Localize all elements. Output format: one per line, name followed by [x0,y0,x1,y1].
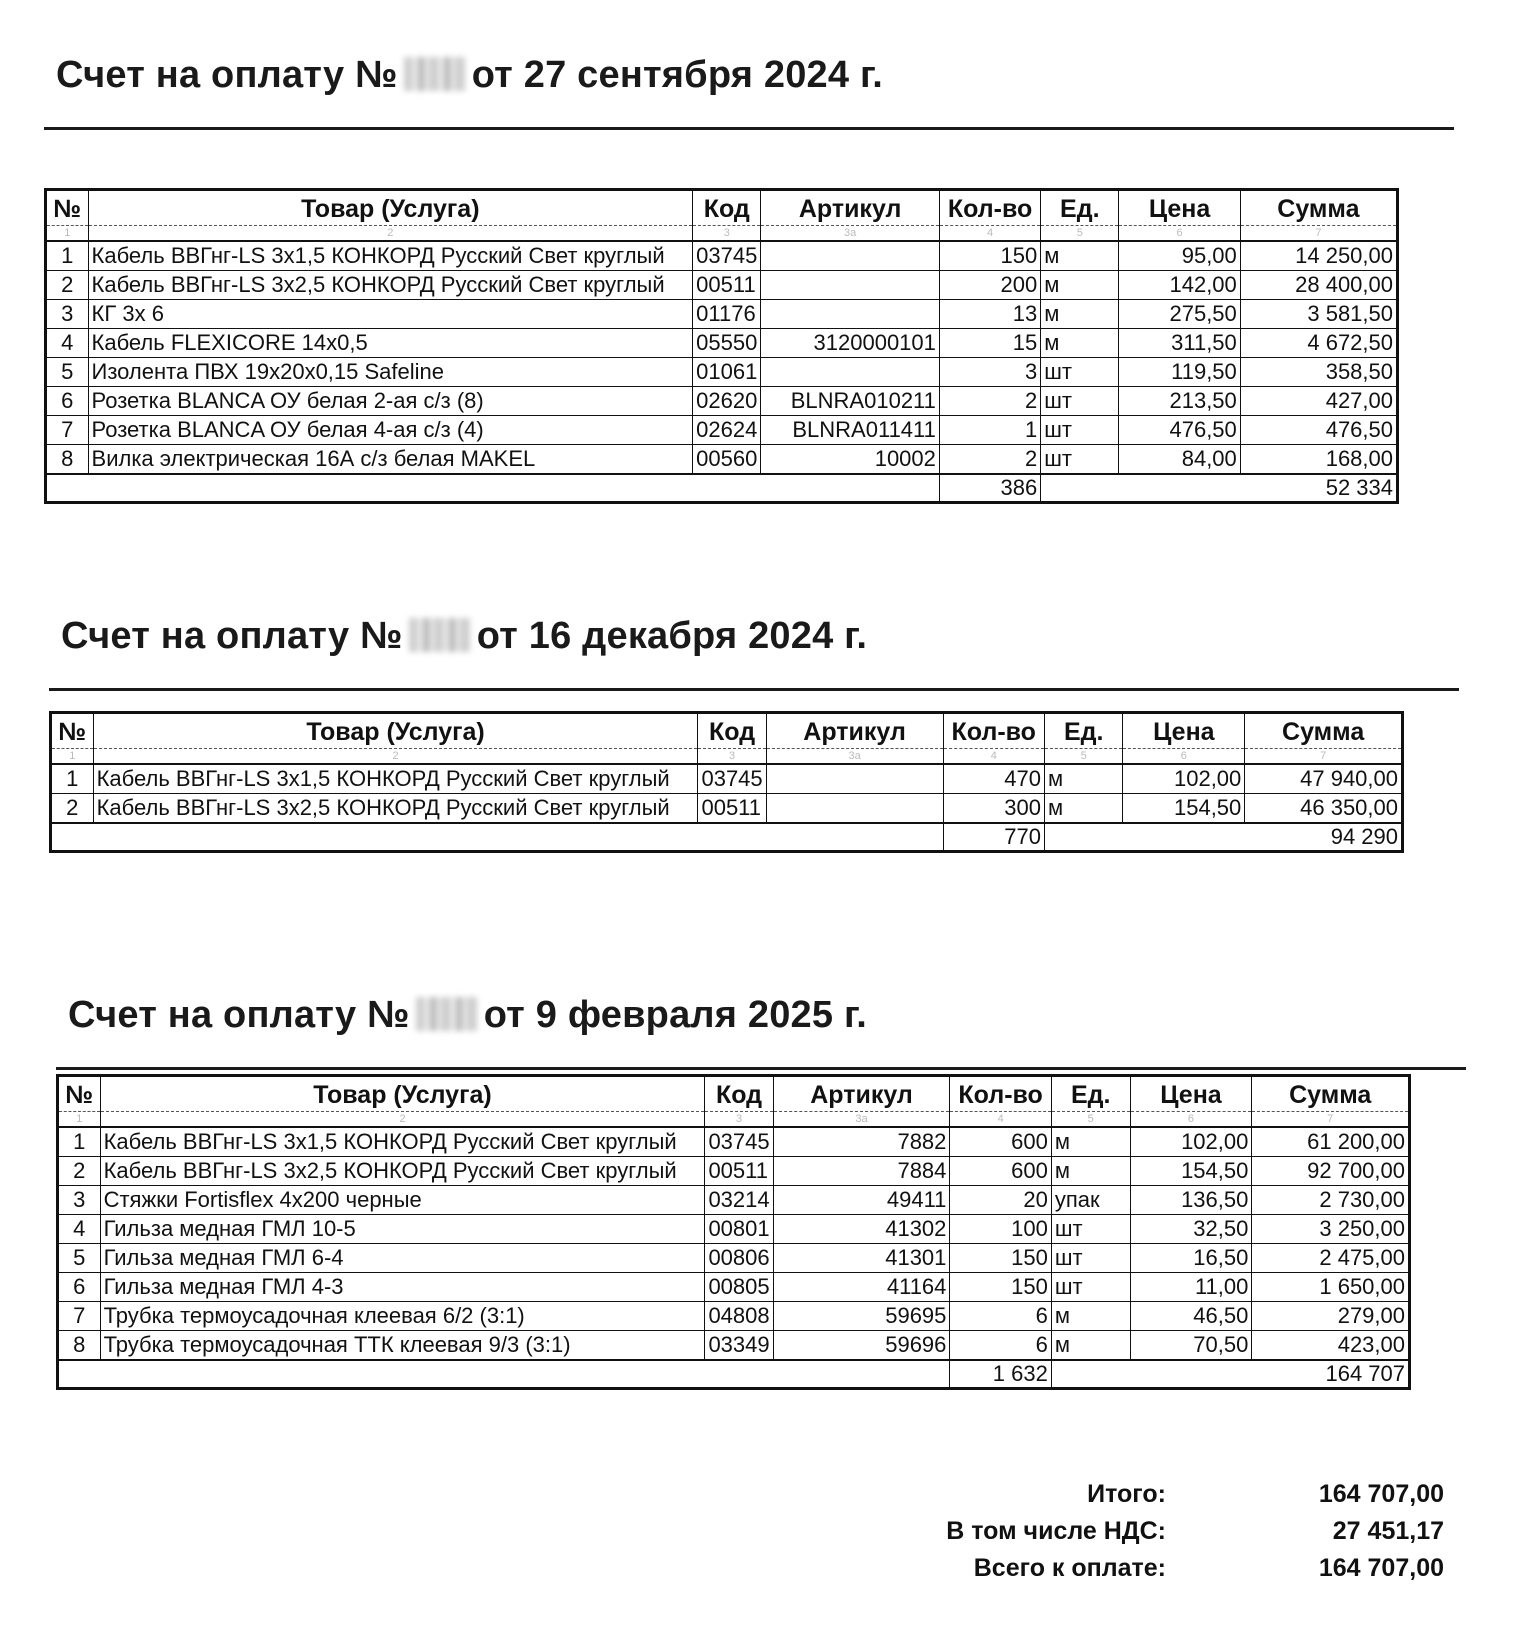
cell-price: 95,00 [1119,241,1240,271]
cell-article: 41301 [773,1244,950,1273]
cell-name: Розетка BLANCA ОУ белая 2-ая с/з (8) [88,387,693,416]
cell-sum: 2 730,00 [1252,1186,1410,1215]
column-number: 4 [939,226,1040,242]
table-row [46,445,1398,475]
cell-name: Розетка BLANCA ОУ белая 4-ая с/з (4) [88,416,693,445]
title-underline [49,688,1459,691]
summary-due [850,1550,1460,1587]
cell-unit: м [1051,1331,1130,1361]
column-number: 2 [93,749,698,765]
cell-n: 2 [46,271,89,300]
cell-name: Кабель ВВГнг-LS 3х2,5 КОНКОРД Русский Свет круглый [100,1157,705,1186]
cell-price: 154,50 [1130,1157,1252,1186]
table-header [46,190,1398,226]
cell-unit: шт [1051,1215,1130,1244]
cell-name: Кабель ВВГнг-LS 3х1,5 КОНКОРД Русский Свет круглый [88,241,693,271]
cell-unit: шт [1041,445,1119,475]
cell-price: 119,50 [1119,358,1240,387]
column-number: 7 [1245,749,1403,765]
totals-row [58,1360,1410,1389]
total-sum: 52 334 [1041,474,1398,503]
cell-article [761,358,940,387]
column-header-price: Цена [1130,1076,1252,1112]
cell-sum: 279,00 [1252,1302,1410,1331]
cell-unit: м [1041,300,1119,329]
cell-name: Гильза медная ГМЛ 4-3 [100,1273,705,1302]
cell-price: 136,50 [1130,1186,1252,1215]
column-header-code: Код [698,713,766,749]
cell-price: 476,50 [1119,416,1240,445]
cell-code: 02620 [693,387,761,416]
table-header [58,1076,1410,1112]
cell-price: 213,50 [1119,387,1240,416]
cell-sum: 168,00 [1240,445,1397,475]
cell-code: 03745 [698,764,766,794]
column-header-unit: Ед. [1041,190,1119,226]
cell-article: 41164 [773,1273,950,1302]
cell-name: Гильза медная ГМЛ 10-5 [100,1215,705,1244]
invoice-title [49,615,1509,658]
column-header-num: № [53,194,82,223]
table-row [46,241,1398,271]
cell-qty: 150 [950,1244,1051,1273]
cell-sum: 14 250,00 [1240,241,1397,271]
cell-price: 16,50 [1130,1244,1252,1273]
cell-n: 1 [46,241,89,271]
column-number: 3a [766,749,943,765]
cell-sum: 61 200,00 [1252,1127,1410,1157]
invoice-title [44,54,1504,97]
cell-price: 70,50 [1130,1331,1252,1361]
invoice-table [49,711,1404,853]
cell-name: Кабель FLEXICORE 14х0,5 [88,329,693,358]
cell-n: 1 [58,1127,101,1157]
column-number: 1 [51,749,94,765]
column-header-qty: Кол-во [950,1076,1051,1112]
cell-article: BLNRA010211 [761,387,940,416]
column-header-code: Код [705,1076,773,1112]
column-number-row [58,1112,1410,1128]
cell-code: 00511 [693,271,761,300]
cell-name: Кабель ВВГнг-LS 3х2,5 КОНКОРД Русский Свет круглый [88,271,693,300]
cell-sum: 3 250,00 [1252,1215,1410,1244]
table-row [58,1302,1410,1331]
invoice-1 [44,54,1504,500]
cell-code: 00801 [705,1215,773,1244]
column-header-num: № [58,717,87,746]
cell-sum: 1 650,00 [1252,1273,1410,1302]
cell-qty: 150 [939,241,1040,271]
cell-qty: 1 [939,416,1040,445]
summary-due-label: Всего к оплате: [973,1554,1166,1582]
cell-code: 00511 [698,794,766,824]
total-quantity: 770 [943,823,1044,852]
cell-qty: 6 [950,1302,1051,1331]
cell-qty: 470 [943,764,1044,794]
cell-n: 5 [58,1244,101,1273]
cell-n: 7 [46,416,89,445]
cell-qty: 3 [939,358,1040,387]
column-number: 3 [693,226,761,242]
cell-unit: шт [1051,1244,1130,1273]
summary-total [850,1476,1460,1513]
table-row [58,1215,1410,1244]
cell-name: Гильза медная ГМЛ 6-4 [100,1244,705,1273]
invoice-3 [56,994,1516,1386]
total-quantity: 386 [939,474,1040,503]
summary-vat-label: В том числе НДС: [946,1517,1166,1545]
invoice-title-prefix: Счет на оплату № [61,615,403,657]
cell-name: Кабель ВВГнг-LS 3х1,5 КОНКОРД Русский Свет круглый [93,764,698,794]
cell-unit: м [1051,1302,1130,1331]
cell-article: 10002 [761,445,940,475]
cell-unit: м [1044,764,1122,794]
cell-n: 6 [58,1273,101,1302]
summary-total-label: Итого: [1087,1480,1166,1508]
totals-spacer [46,474,940,503]
column-header-sum: Сумма [1245,713,1403,749]
cell-code: 04808 [705,1302,773,1331]
cell-name: Трубка термоусадочная клеевая 6/2 (3:1) [100,1302,705,1331]
cell-code: 03745 [705,1127,773,1157]
cell-n: 4 [46,329,89,358]
invoice-title-prefix: Счет на оплату № [56,54,398,96]
table-row [46,416,1398,445]
cell-name: Кабель ВВГнг-LS 3х2,5 КОНКОРД Русский Свет круглый [93,794,698,824]
total-sum: 164 707 [1051,1360,1409,1389]
summary-vat-value: 27 451,17 [1332,1517,1444,1545]
cell-article [766,794,943,824]
cell-qty: 150 [950,1273,1051,1302]
invoice-2 [49,615,1509,849]
invoice-title [56,994,1516,1037]
cell-sum: 46 350,00 [1245,794,1403,824]
table-row [58,1157,1410,1186]
cell-unit: м [1041,271,1119,300]
cell-name: Изолента ПВХ 19х20х0,15 Safeline [88,358,693,387]
cell-code: 01061 [693,358,761,387]
cell-unit: шт [1041,416,1119,445]
column-number: 6 [1123,749,1245,765]
table-row [58,1273,1410,1302]
total-sum: 94 290 [1044,823,1402,852]
totals-spacer [58,1360,950,1389]
cell-sum: 423,00 [1252,1331,1410,1361]
cell-qty: 15 [939,329,1040,358]
cell-price: 154,50 [1123,794,1245,824]
column-header-price: Цена [1123,713,1245,749]
title-underline [44,127,1454,130]
table-header [51,713,1403,749]
cell-qty: 600 [950,1157,1051,1186]
cell-qty: 300 [943,794,1044,824]
column-number: 3 [698,749,766,765]
cell-code: 02624 [693,416,761,445]
cell-sum: 427,00 [1240,387,1397,416]
cell-name: Кабель ВВГнг-LS 3х1,5 КОНКОРД Русский Свет круглый [100,1127,705,1157]
totals-row [46,474,1398,503]
column-number-row [46,226,1398,242]
table-row [58,1244,1410,1273]
column-number: 1 [58,1112,101,1128]
cell-qty: 13 [939,300,1040,329]
cell-price: 102,00 [1123,764,1245,794]
redacted-invoice-number [404,57,466,91]
cell-unit: м [1051,1127,1130,1157]
cell-article: 49411 [773,1186,950,1215]
cell-unit: м [1041,241,1119,271]
cell-code: 00560 [693,445,761,475]
column-header-unit: Ед. [1044,713,1122,749]
cell-code: 00806 [705,1244,773,1273]
column-number: 3 [705,1112,773,1128]
table-row [46,300,1398,329]
cell-sum: 2 475,00 [1252,1244,1410,1273]
cell-unit: м [1044,794,1122,824]
cell-article: 3120000101 [761,329,940,358]
cell-qty: 6 [950,1331,1051,1361]
cell-sum: 3 581,50 [1240,300,1397,329]
cell-code: 00805 [705,1273,773,1302]
column-header-unit: Ед. [1051,1076,1130,1112]
cell-code: 00511 [705,1157,773,1186]
column-header-price: Цена [1119,190,1240,226]
cell-sum: 4 672,50 [1240,329,1397,358]
cell-n: 5 [46,358,89,387]
cell-qty: 200 [939,271,1040,300]
column-header-name: Товар (Услуга) [88,190,693,226]
cell-n: 3 [58,1186,101,1215]
table-row [46,387,1398,416]
cell-article: 59696 [773,1331,950,1361]
column-header-sum: Сумма [1252,1076,1410,1112]
cell-name: Стяжки Fortisflex 4х200 черные [100,1186,705,1215]
column-number: 2 [88,226,693,242]
column-number: 4 [943,749,1044,765]
summary-total-value: 164 707,00 [1318,1480,1444,1508]
cell-qty: 20 [950,1186,1051,1215]
table-row [51,794,1403,824]
cell-price: 32,50 [1130,1215,1252,1244]
cell-unit: шт [1051,1273,1130,1302]
cell-price: 46,50 [1130,1302,1252,1331]
cell-price: 275,50 [1119,300,1240,329]
column-header-article: Артикул [766,713,943,749]
cell-article: 7882 [773,1127,950,1157]
table-row [46,329,1398,358]
cell-code: 01176 [693,300,761,329]
cell-code: 03214 [705,1186,773,1215]
cell-n: 4 [58,1215,101,1244]
column-number: 6 [1119,226,1240,242]
column-number-row [51,749,1403,765]
cell-price: 84,00 [1119,445,1240,475]
column-header-sum: Сумма [1240,190,1397,226]
column-number: 4 [950,1112,1051,1128]
column-number: 5 [1044,749,1122,765]
column-header-qty: Кол-во [943,713,1044,749]
summary-due-value: 164 707,00 [1318,1554,1444,1582]
totals-spacer [51,823,944,852]
column-number: 2 [100,1112,705,1128]
cell-n: 8 [46,445,89,475]
table-row [46,358,1398,387]
column-number: 6 [1130,1112,1252,1128]
column-number: 5 [1051,1112,1130,1128]
cell-unit: шт [1041,387,1119,416]
cell-unit: шт [1041,358,1119,387]
cell-price: 11,00 [1130,1273,1252,1302]
summary-vat [850,1513,1460,1550]
cell-price: 142,00 [1119,271,1240,300]
cell-article: 59695 [773,1302,950,1331]
cell-name: Вилка электрическая 16А с/з белая MAKEL [88,445,693,475]
cell-price: 102,00 [1130,1127,1252,1157]
cell-n: 7 [58,1302,101,1331]
column-number: 7 [1240,226,1397,242]
cell-n: 2 [51,794,94,824]
table-row [51,764,1403,794]
cell-price: 311,50 [1119,329,1240,358]
cell-article [761,271,940,300]
cell-code: 03349 [705,1331,773,1361]
column-header-code: Код [693,190,761,226]
cell-n: 6 [46,387,89,416]
cell-sum: 28 400,00 [1240,271,1397,300]
invoice-title-date: от 16 декабря 2024 г. [476,615,868,657]
title-underline [56,1067,1466,1070]
cell-qty: 2 [939,445,1040,475]
cell-n: 8 [58,1331,101,1361]
cell-qty: 100 [950,1215,1051,1244]
invoice-title-prefix: Счет на оплату № [68,994,410,1036]
column-number: 3a [761,226,940,242]
cell-article: 41302 [773,1215,950,1244]
column-header-num: № [65,1080,94,1109]
cell-sum: 476,50 [1240,416,1397,445]
column-number: 7 [1252,1112,1410,1128]
cell-name: КГ 3х 6 [88,300,693,329]
column-number: 5 [1041,226,1119,242]
cell-article [761,241,940,271]
cell-sum: 92 700,00 [1252,1157,1410,1186]
table-row [58,1186,1410,1215]
cell-code: 05550 [693,329,761,358]
table-row [46,271,1398,300]
column-header-article: Артикул [773,1076,950,1112]
invoice-table [44,188,1399,504]
redacted-invoice-number [416,997,478,1031]
cell-code: 03745 [693,241,761,271]
invoice-title-date: от 27 сентября 2024 г. [471,54,883,96]
cell-qty: 2 [939,387,1040,416]
column-header-article: Артикул [761,190,940,226]
cell-n: 1 [51,764,94,794]
cell-article [761,300,940,329]
column-number: 3a [773,1112,950,1128]
cell-unit: м [1051,1157,1130,1186]
invoice-title-date: от 9 февраля 2025 г. [483,994,867,1036]
column-number: 1 [46,226,89,242]
redacted-invoice-number [409,618,471,652]
cell-sum: 358,50 [1240,358,1397,387]
cell-qty: 600 [950,1127,1051,1157]
column-header-qty: Кол-во [939,190,1040,226]
column-header-name: Товар (Услуга) [93,713,698,749]
cell-sum: 47 940,00 [1245,764,1403,794]
cell-article [766,764,943,794]
total-quantity: 1 632 [950,1360,1051,1389]
cell-unit: м [1041,329,1119,358]
cell-n: 2 [58,1157,101,1186]
column-header-name: Товар (Услуга) [100,1076,705,1112]
invoice-table [56,1074,1411,1390]
cell-article: BLNRA011411 [761,416,940,445]
table-row [58,1331,1410,1361]
cell-article: 7884 [773,1157,950,1186]
invoice-summary [850,1476,1460,1587]
totals-row [51,823,1403,852]
cell-unit: упак [1051,1186,1130,1215]
cell-name: Трубка термоусадочная ТТК клеевая 9/3 (3:1) [100,1331,705,1361]
table-row [58,1127,1410,1157]
cell-n: 3 [46,300,89,329]
